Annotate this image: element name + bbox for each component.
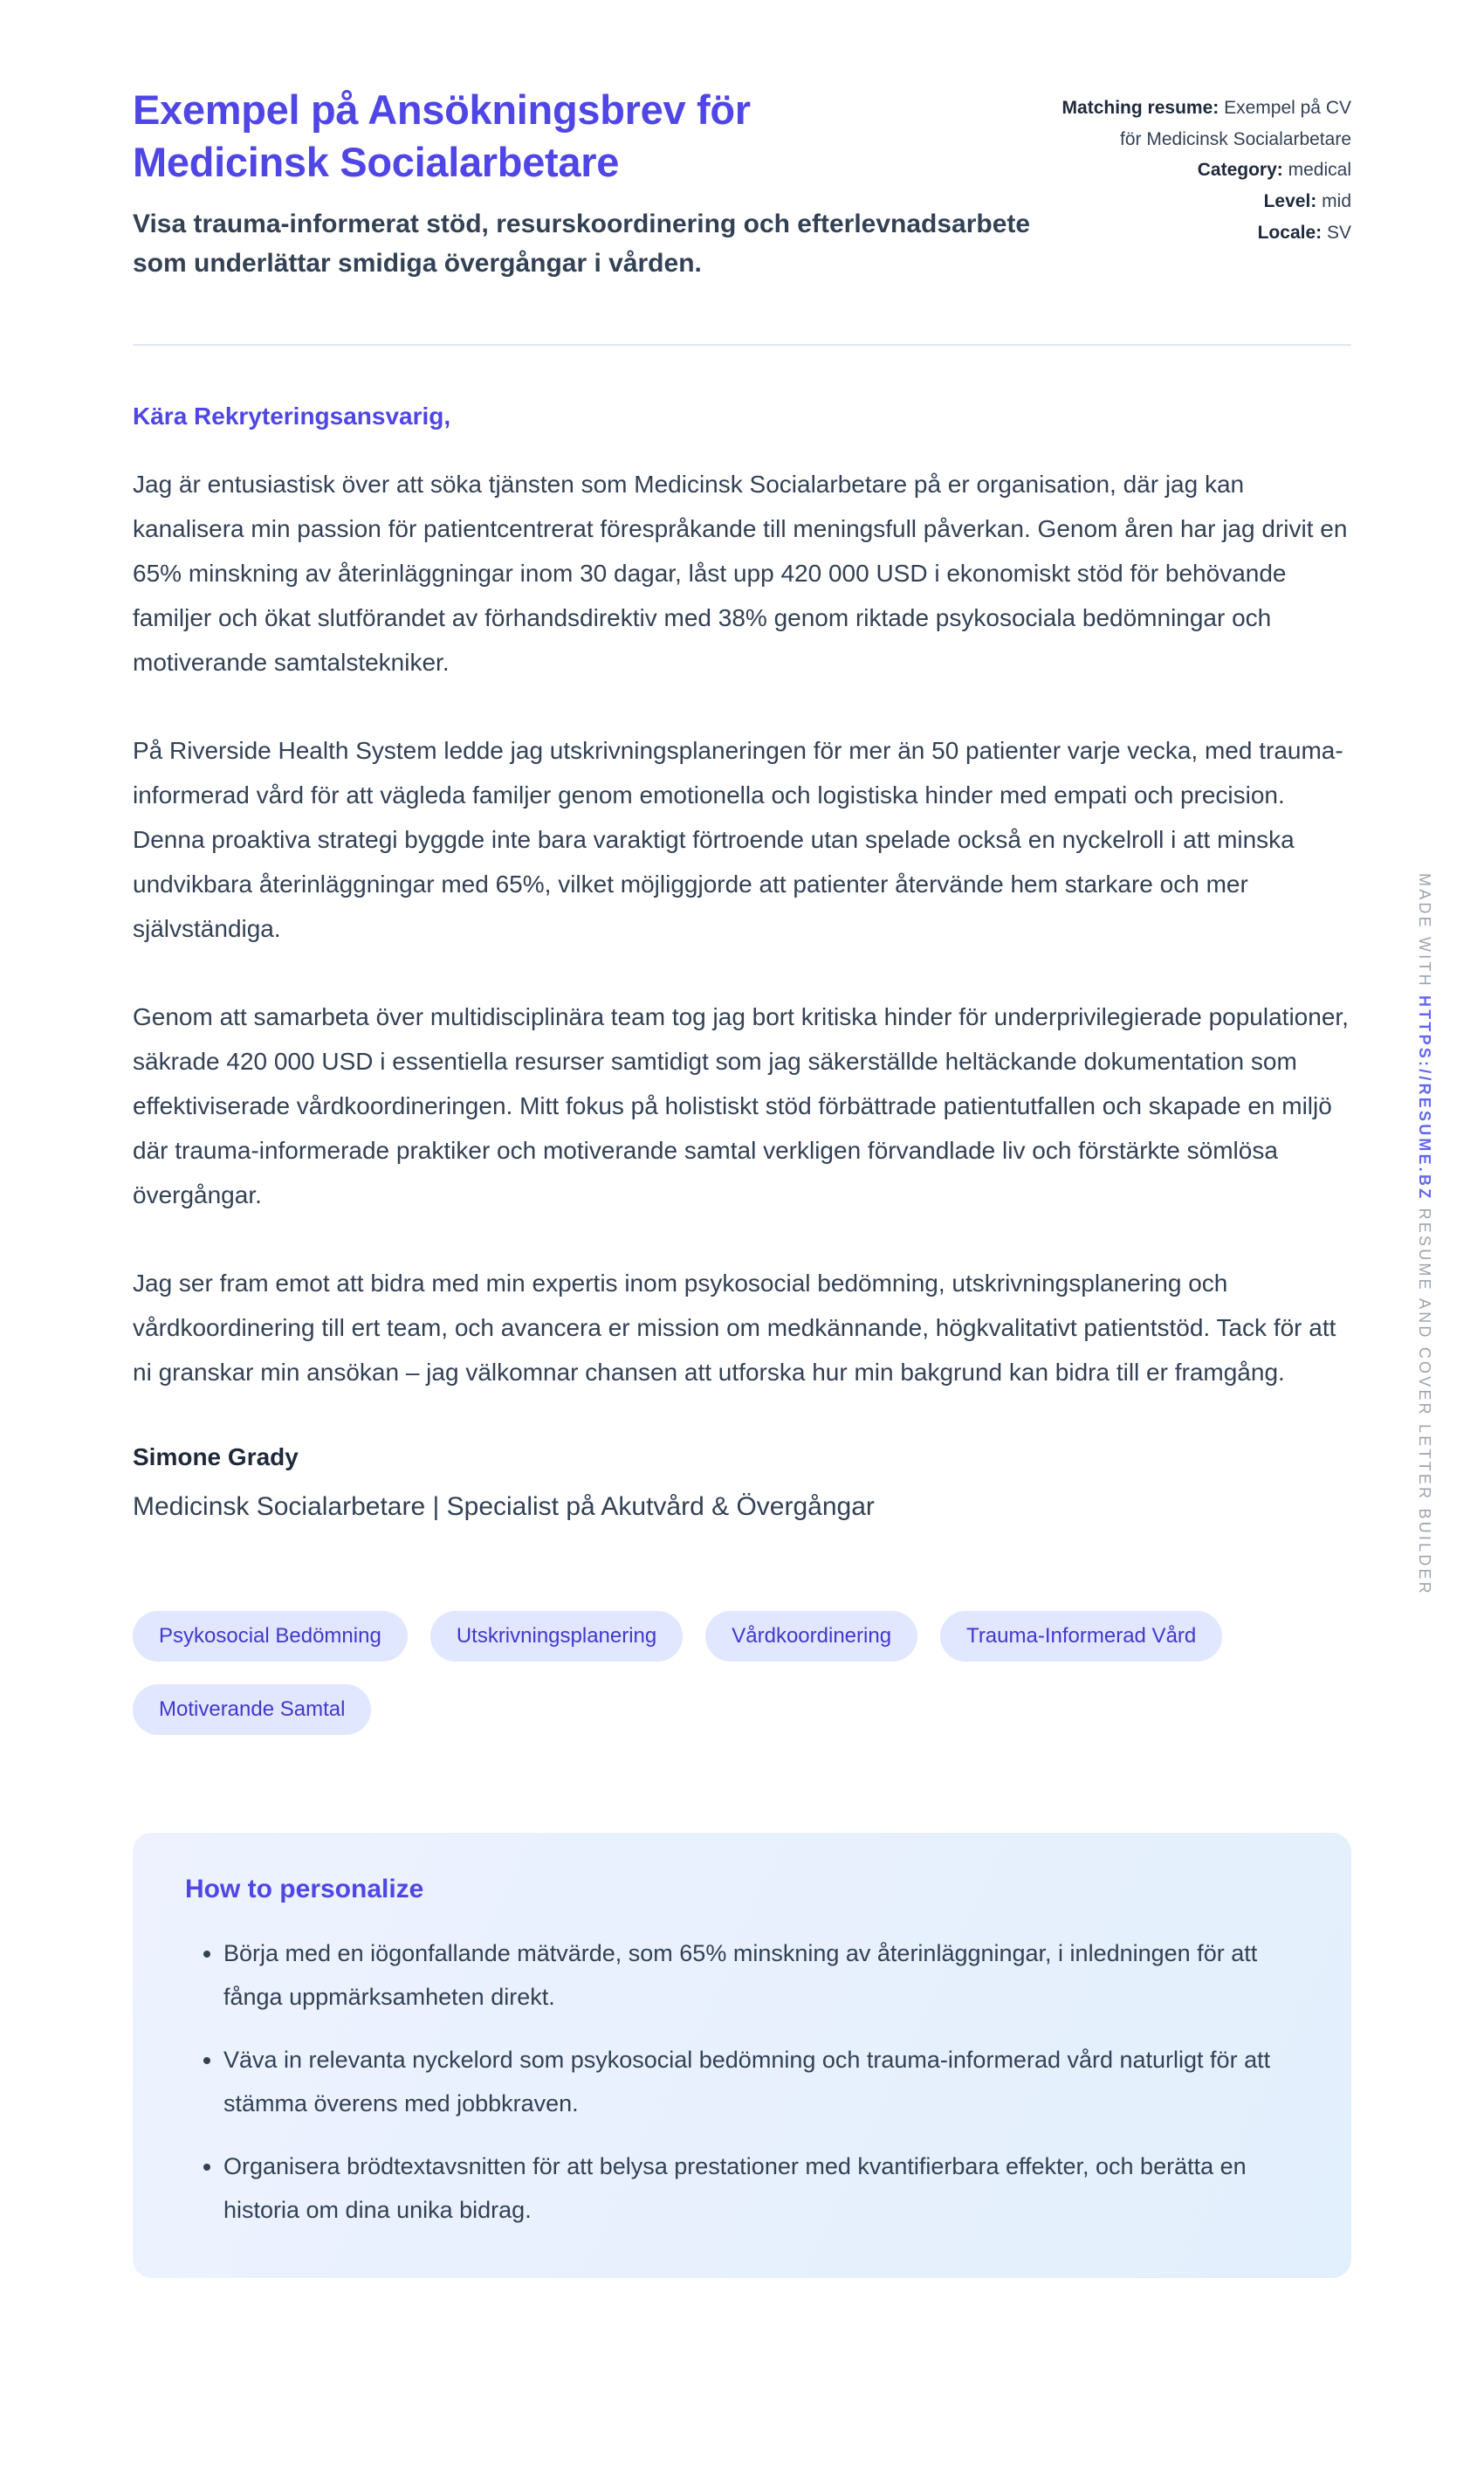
tip-item: • Väva in relevanta nyckelord som psykosocial bedömning och trauma-informerad vård naturligt för att stämma överens med jobbkraven.: [223, 2039, 1299, 2126]
meta-value: SV: [1326, 222, 1351, 243]
meta-value: Exempel på CV för Medicinsk Socialarbetare: [1120, 98, 1351, 149]
meta-value: mid: [1322, 191, 1351, 212]
watermark-suffix: RESUME AND COVER LETTER BUILDER: [1416, 1208, 1433, 1596]
watermark-prefix: MADE WITH: [1416, 873, 1433, 988]
meta-locale: [1037, 217, 1351, 249]
meta-label: Category:: [1197, 160, 1283, 181]
skill-tag: Motiverande Samtal: [133, 1684, 371, 1735]
meta-category: [1037, 155, 1351, 186]
meta-level: [1037, 186, 1351, 217]
skill-tag: Trauma-Informerad Vård: [940, 1611, 1222, 1662]
meta-label: Level:: [1263, 191, 1317, 212]
watermark: [1415, 873, 1433, 1596]
page-title: Exempel på Ansökningsbrev för Medicinsk Socialarbetare: [133, 86, 751, 186]
page-subtitle: Visa trauma-informerat stöd, resurskoordinering och efterlevnadsarbete som underlättar smidiga övergångar i vården.: [133, 210, 1031, 279]
meta-value: medical: [1288, 160, 1351, 181]
skill-tag: Psykosocial Bedömning: [133, 1611, 408, 1662]
tip-item: • Organisera brödtextavsnitten för att belysa prestationer med kvantifierbara effekter, och berätta en historia om dina unika bidrag.: [223, 2145, 1299, 2233]
tip-item: • Börja med en iögonfallande mätvärde, som 65% minskning av återinläggningar, i inledningen för att fånga uppmärksamheten direkt.: [223, 1932, 1299, 2020]
letter-paragraph: Jag ser fram emot att bidra med min expertis inom psykosocial bedömning, utskrivningsplanering och vårdkoordinering till ert team, och avancera er mission om medkännande, högkvalitativt patientstöd. Tack för att ni granskar min ansökan – jag välkomnar chansen att utforska hur min bakgrund kan bidra till er framgång.: [133, 1269, 1336, 1386]
skill-tags: [133, 1611, 1351, 1735]
letter-paragraph: Genom att samarbeta över multidisciplinära team tog jag bort kritiska hinder för underprivilegierade populationer, säkrade 420 000 USD i essentiella resurser samtidigt som jag säkerställde heltäckande dokumentation som effektiviserade vårdkoordineringen. Mitt fokus på holistiskt stöd förbättrade patientutfallen och skapade en miljö där trauma-informerade praktiker och motiverande samtal verkligen förvandlade liv och förstärkte sömlösa övergångar.: [133, 1002, 1349, 1208]
cover-letter: [133, 398, 1351, 2278]
meta-matching-resume: [1037, 93, 1351, 155]
skill-tag: Utskrivningsplanering: [430, 1611, 683, 1662]
header-divider: [133, 344, 1351, 346]
watermark-link[interactable]: HTTPS://RESUME.BZ: [1416, 995, 1433, 1201]
signature-role: Medicinsk Socialarbetare | Specialist på Akutvård & Övergångar: [133, 1492, 875, 1522]
meta-label: Matching resume:: [1061, 98, 1219, 118]
page-header: [133, 84, 1351, 283]
resume-meta: [1037, 84, 1351, 248]
tips-title: How to personalize: [185, 1875, 424, 1904]
signature-name: Simone Grady: [133, 1443, 299, 1471]
meta-label: Locale:: [1257, 222, 1323, 243]
letter-paragraph: Jag är entusiastisk över att söka tjänsten som Medicinsk Socialarbetare på er organisation, där jag kan kanalisera min passion för patientcentrerat förespråkande till meningsfull påverkan. Genom åren har jag drivit en 65% minskning av återinläggningar inom 30 dagar, låst upp 420 000 USD i ekonomiskt stöd för behövande familjer och ökat slutförandet av förhandsdirektiv med 38% genom riktade psykosociala bedömningar och motiverande samtalstekniker.: [133, 471, 1348, 677]
greeting: Kära Rekryteringsansvarig,: [133, 403, 451, 430]
tips-list: [185, 1932, 1299, 2233]
header-titles: [133, 84, 1037, 283]
skill-tag: Vårdkoordinering: [705, 1611, 917, 1662]
personalize-tips-box: [133, 1833, 1351, 2278]
page: [133, 0, 1351, 2374]
letter-paragraph: På Riverside Health System ledde jag utskrivningsplaneringen för mer än 50 patienter varje vecka, med trauma-informerad vård för att vägleda familjer genom emotionella och logistiska hinder med empati och precision. Denna proaktiva strategi byggde inte bara varaktigt förtroende utan spelade också en nyckelroll i att minska undvikbara återinläggningar med 65%, vilket möjliggjorde att patienter återvände hem starkare och mer självständiga.: [133, 737, 1343, 942]
